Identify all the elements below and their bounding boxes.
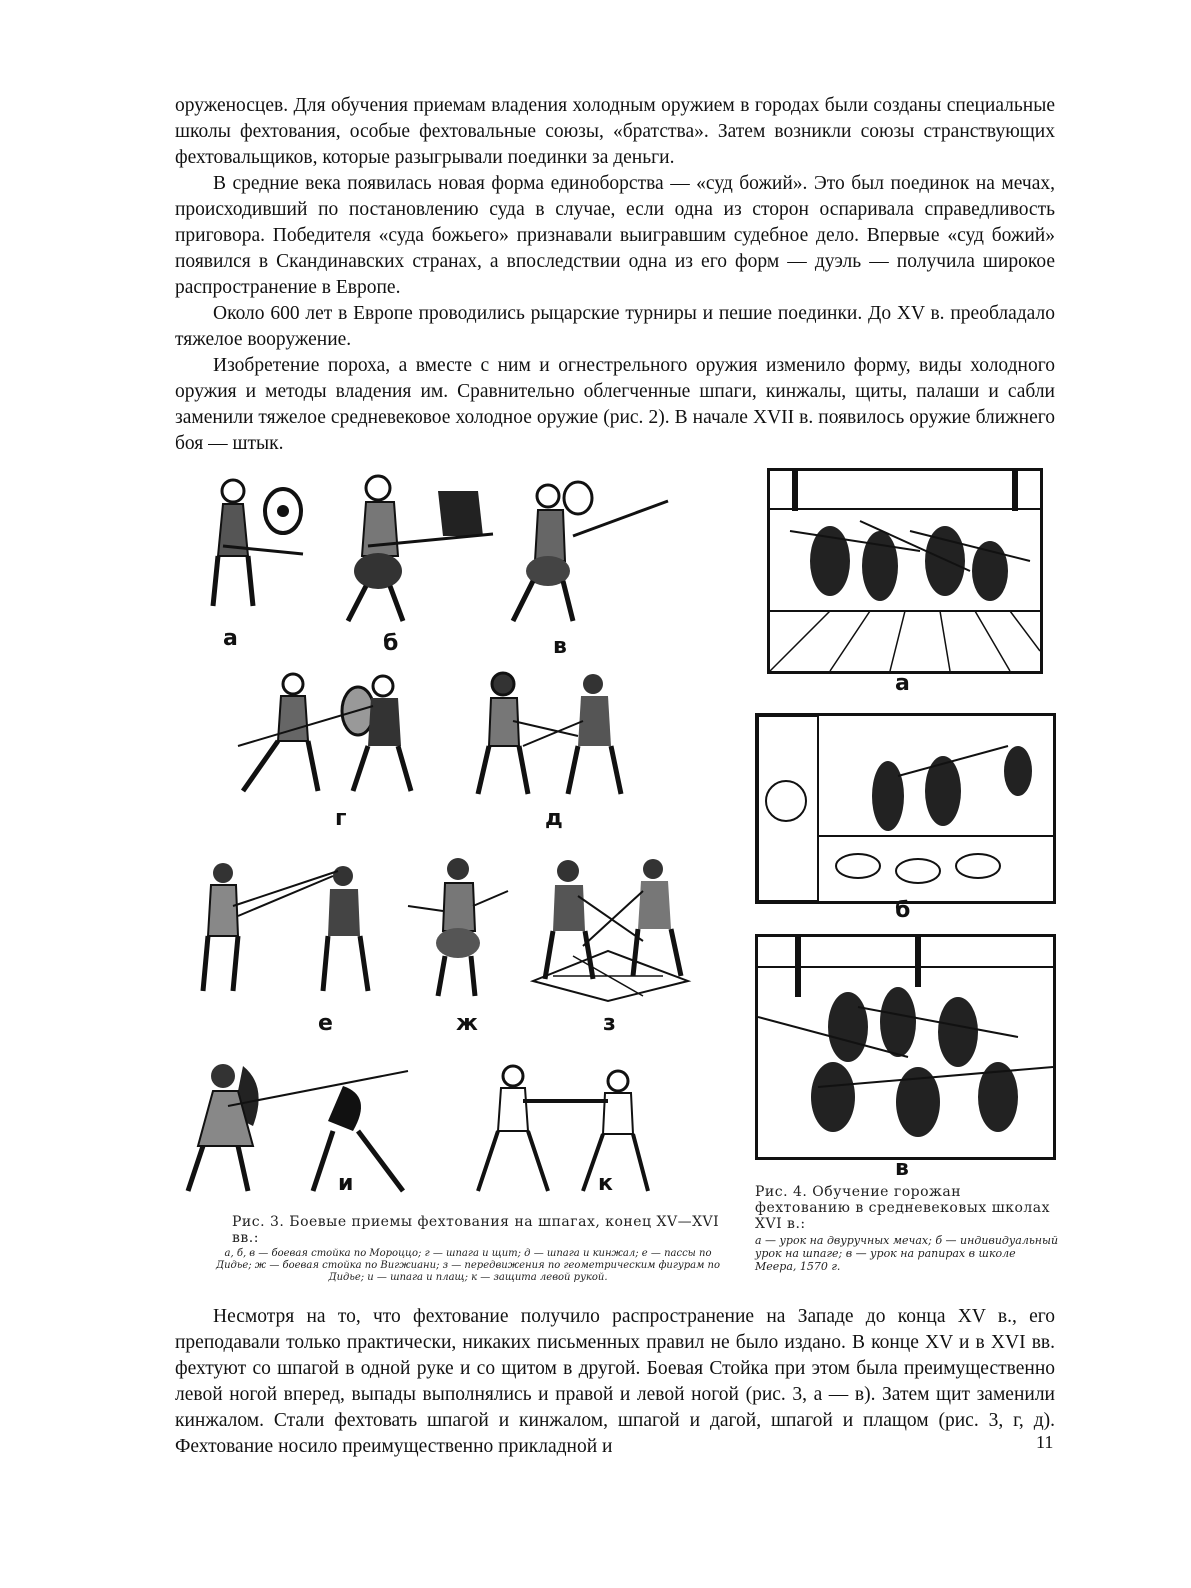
fencer-illustration-a bbox=[188, 466, 308, 616]
figure-label: е bbox=[318, 1011, 333, 1036]
figure-label: д bbox=[545, 806, 563, 831]
figure-label: ж bbox=[456, 1011, 478, 1036]
figure-label: и bbox=[338, 1171, 354, 1196]
fencer-illustration-z bbox=[523, 851, 698, 1006]
figure-3-caption bbox=[208, 1214, 728, 1284]
figure-4-caption bbox=[755, 1184, 1060, 1273]
paragraph: Изобретение пороха, а вместе с ним и огнестрельного оружия изменило форму, виды холодного оружия и методы владения им. Сравнительно облегченные шпаги, кинжалы, щиты, палаши и сабли заменили тяжелое средневековое холодное оружие (рис. 2). В начале XVII в. появилось оружие ближнего боя — штык. bbox=[175, 355, 1055, 454]
caption-title: Рис. 3. Боевые приемы фехтования на шпагах, конец XV—XVI вв.: bbox=[232, 1214, 720, 1246]
page-number: 11 bbox=[1036, 1432, 1054, 1452]
caption-body: а — урок на двуручных мечах; б — индивидуальный урок на шпаге; в — урок на рапирах в школе Меера, 1570 г. bbox=[755, 1234, 1059, 1273]
fencer-illustration-e bbox=[178, 851, 388, 1001]
caption-title: Рис. 4. Обучение горожан фехтованию в средневековых школах XVI в.: bbox=[755, 1184, 1051, 1232]
woodcut-illustration-b bbox=[755, 713, 1056, 904]
fencer-illustration-g bbox=[233, 666, 433, 801]
fencer-illustration-v bbox=[493, 476, 673, 626]
figure-label: в bbox=[895, 1156, 909, 1181]
paragraph: В средние века появилась новая форма единоборства — «суд божий». Это был поединок на мечах, происходивший по постановлению суда в случае, если одна из сторон оспаривала справедливость приговора. Победителя «суда божьего» признавали выигравшим судебное дело. Впервые «суд божий» появился в Скандинавских странах, а впоследствии одна из его форм — дуэль — получила широкое распространение в Европе. bbox=[175, 173, 1055, 298]
caption-body: а, б, в — боевая стойка по Мороццо; г — шпага и щит; д — шпага и кинжал; е — пассы по Дидье; ж — боевая стойка по Вигжиани; з — передвижения по геометрическим фигурам по Дидье; и — шпага и плащ; к — защита левой рукой. bbox=[215, 1248, 721, 1283]
figure-label: к bbox=[598, 1171, 613, 1196]
paragraph: оруженосцев. Для обучения приемам владения холодным оружием в городах были созданы специальные школы фехтования, особые фехтовальные союзы, «братства». Затем возникли союзы странствующих фехтовальщиков, которые разыгрывали поединки за деньги. bbox=[175, 95, 1055, 168]
fencer-illustration-i bbox=[178, 1046, 418, 1201]
figure-label: г bbox=[335, 806, 347, 831]
fencer-illustration-b bbox=[328, 466, 498, 626]
figure-3 bbox=[178, 466, 733, 1283]
top-text-block bbox=[175, 93, 1055, 457]
paragraph: Около 600 лет в Европе проводились рыцарские турниры и пешие поединки. До XV в. преобладало тяжелое вооружение. bbox=[175, 303, 1055, 350]
figure-4 bbox=[745, 466, 1065, 1271]
paragraph: Несмотря на то, что фехтование получило распространение на Западе до конца XV в., его преподавали только практически, никаких письменных правил не было издано. В конце XV и в XVI вв. фехтуют со шпагой в одной руке и со щитом в другой. Боевая Стойка при этом была преимущественно левой ногой вперед, выпады выполнялись и правой и левой ногой (рис. 3, а — в). Затем щит заменили кинжалом. Стали фехтовать шпагой и кинжалом, шпагой и дагой, шпагой и плащом (рис. 3, г, д). Фехтование носило преимущественно прикладной и bbox=[175, 1306, 1055, 1457]
fencer-illustration-d bbox=[453, 666, 653, 801]
woodcut-illustration-v bbox=[755, 934, 1056, 1160]
figure-label: б bbox=[383, 631, 399, 656]
figure-label: а bbox=[895, 671, 910, 696]
fencer-illustration-k bbox=[463, 1046, 663, 1201]
fencer-illustration-zh bbox=[403, 851, 513, 1001]
woodcut-illustration-a bbox=[767, 468, 1043, 674]
bottom-text-block bbox=[175, 1304, 1055, 1460]
figure-label: з bbox=[603, 1011, 616, 1036]
figure-label: б bbox=[895, 898, 911, 923]
figure-label: в bbox=[553, 634, 567, 659]
figure-label: а bbox=[223, 626, 238, 651]
